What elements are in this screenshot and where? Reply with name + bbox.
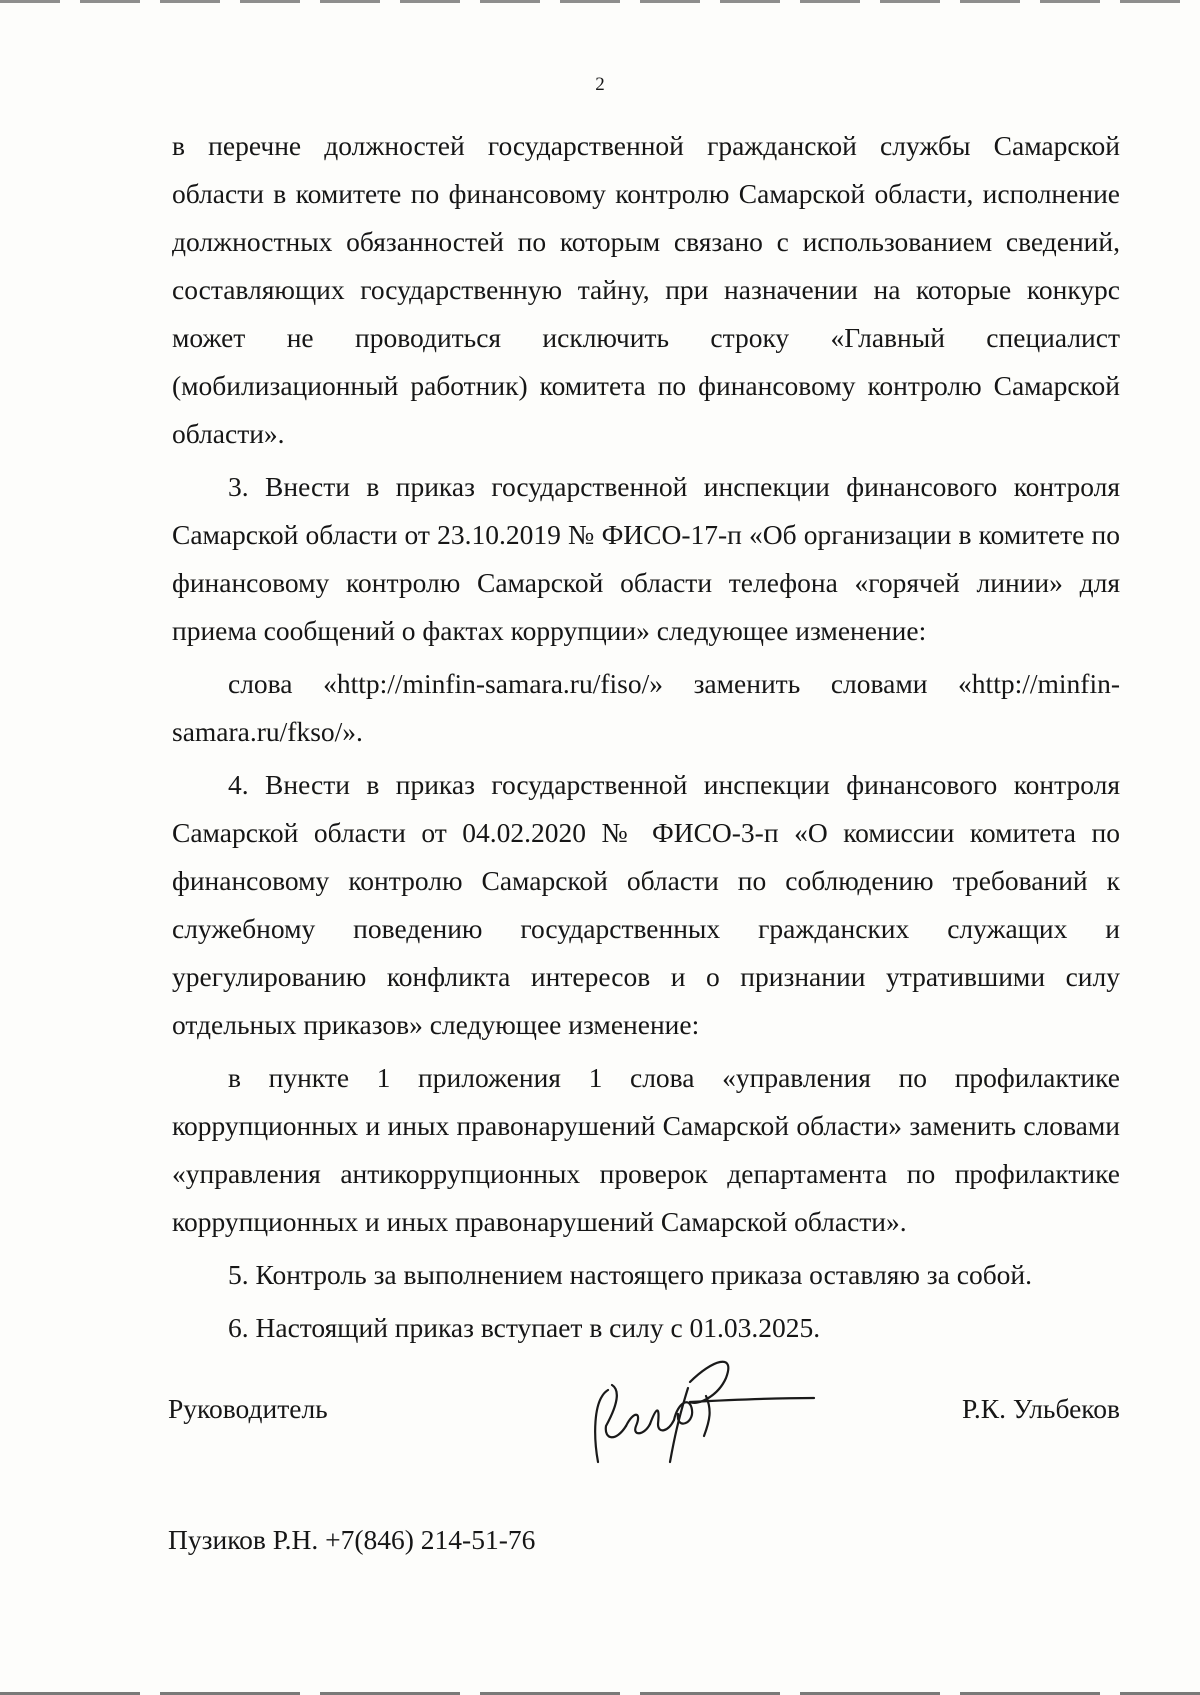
paragraph-continuation: в перечне должностей государственной гражданской службы Самарской области в комитете по финансовому контролю Самарской области, исполнение должностных обязанностей по которым связано с использованием сведений, составляющих государственную тайну, при назначении на которые конкурс может не проводиться исключить строку «Главный специалист (мобилизационный работник) комитета по финансовому контролю Самарской области». [172,130,1120,449]
paragraph-item-5: 5. Контроль за выполнением настоящего приказа оставляю за собой. [228,1259,1033,1290]
page-number: 2 [595,74,605,95]
paragraph-item-3-change: слова «http://minfin-samara.ru/fiso/» заменить словами «http://minfin-samara.ru/fkso/». [172,668,1120,747]
signatory-name: Р.К. Ульбеков [962,1393,1120,1424]
paragraph-item-4: 4. Внести в приказ государственной инспекции финансового контроля Самарской области от 04.02.2020 № ФИСО-3-п «О комиссии комитета по финансовому контролю Самарской области по соблюдению требований к служебному поведению государственных гражданских служащих и урегулированию конфликта интересов и о признании утратившими силу отдельных приказов» следующее изменение: [172,769,1120,1040]
paragraph-item-3: 3. Внести в приказ государственной инспекции финансового контроля Самарской области от 23.10.2019 № ФИСО-17-п «Об организации в комитете по финансовому контролю Самарской области телефона «горячей линии» для приема сообщений о фактах коррупции» следующее изменение: [172,471,1120,646]
signatory-title: Руководитель [168,1393,328,1424]
contact-info: Пузиков Р.Н. +7(846) 214-51-76 [168,1524,536,1555]
paragraph-item-6: 6. Настоящий приказ вступает в силу с 01.03.2025. [228,1312,821,1343]
document-body [172,122,1120,1352]
paragraph-item-4-change: в пункте 1 приложения 1 слова «управления по профилактике коррупционных и иных правонарушений Самарской области» заменить словами «управления антикоррупционных проверок департамента по профилактике коррупционных и иных правонарушений Самарской области». [172,1062,1120,1237]
scan-edge-top [0,0,1200,3]
handwritten-signature [578,1340,828,1465]
